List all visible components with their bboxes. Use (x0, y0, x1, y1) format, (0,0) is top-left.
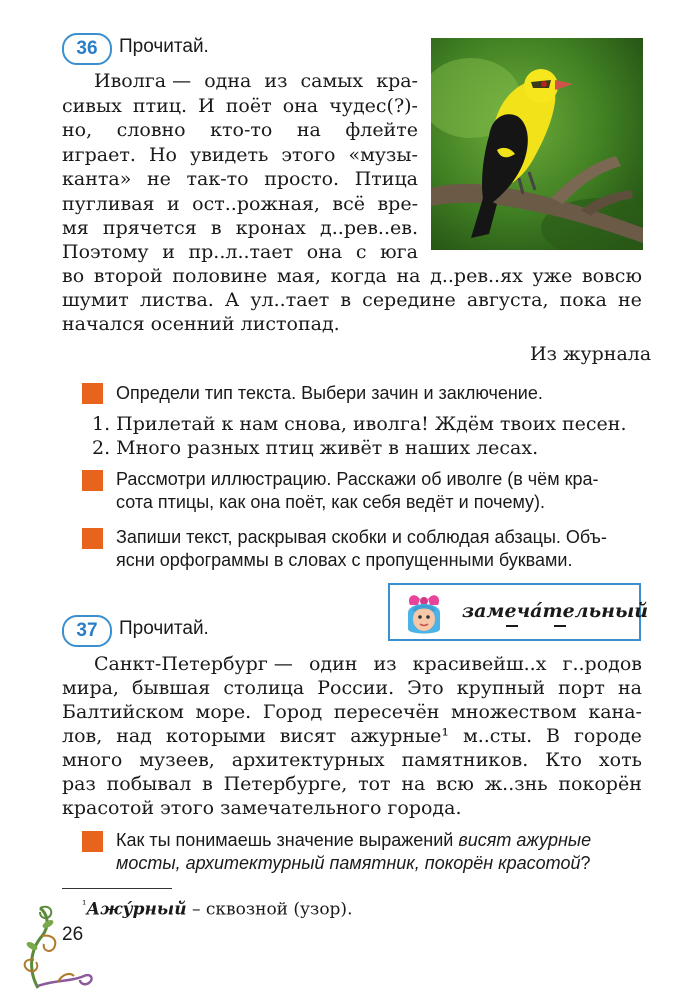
option-line: 1. Прилетай к нам снова, иволга! Ждём твоих песен. (92, 413, 627, 435)
text-line: Поэтому и пр..л..тает она с юга (62, 241, 418, 263)
text-line: лов, над которыми висят ажурные¹ м..сты. В городе (62, 725, 642, 747)
text-line: но, словно кто-то на флейте (62, 119, 418, 141)
text-line: шумит листва. А ул..тает в середине августа, пока не (62, 289, 642, 311)
girl-mascot-icon (400, 589, 448, 637)
text-line: начался осенний листопад. (62, 313, 340, 335)
text-line: канта» не так-то просто. Птица (62, 168, 418, 190)
task-text: Запиши текст, раскрывая скобки и соблюдая абзацы. Объ- (116, 527, 607, 547)
task-number-badge: 36 (62, 33, 112, 65)
footnote: $^{^1}$Ажу́рный – сквозной (узор). (82, 898, 353, 920)
text-line: много музеев, архитектурных памятников. Кто хоть (62, 749, 642, 771)
text-line: Санкт-Петербург — один из красивейш..х г..родов (94, 653, 642, 675)
spelling-underline (506, 625, 518, 627)
text-line: раз побывал в Петербурге, тот на всю ж..знь покорён (62, 773, 642, 795)
task-instruction: Прочитай. (119, 36, 209, 57)
text-line: мя прячется в кронах д..рев..ев. (62, 217, 418, 239)
text-line: сивых птиц. И поёт она чудес(?)- (62, 95, 418, 117)
task-text: сота птицы, как она поёт, как себя ведёт и почему). (116, 492, 546, 512)
text-line: играет. Но увидеть этого «музы- (62, 144, 418, 166)
task-text: Рассмотри иллюстрацию. Расскажи об иволге (в чём кра- (116, 469, 599, 489)
text-line: Иволга — одна из самых кра- (94, 70, 418, 92)
text-line: Балтийском море. Город пересечён множеством кана- (62, 701, 642, 723)
task-bullet-icon (82, 831, 103, 852)
task-number-badge: 37 (62, 615, 112, 647)
text-line: красотой этого замечательного города. (62, 797, 462, 819)
text-line: мира, бывшая столица России. Это крупный порт на (62, 677, 642, 699)
task-question: Как ты понимаешь значение выражений висят ажурные (116, 830, 592, 850)
vocabulary-word-box (388, 583, 649, 641)
task-bullet-icon (82, 470, 103, 491)
task-text: ясни орфограммы в словах с пропущенными буквами. (116, 550, 573, 570)
vocabulary-word: замеча́тельный (462, 600, 649, 622)
oriole-photo (431, 38, 643, 250)
text-line: пугливая и ост..рожная, всё вре- (62, 193, 418, 215)
text-line: во второй половине мая, когда на д..рев..ях уже вовсю (62, 265, 642, 287)
task-text: Определи тип текста. Выбери зачин и заключение. (116, 383, 543, 403)
floral-ornament-icon (18, 900, 98, 990)
spelling-underline (554, 625, 566, 627)
task-bullet-icon (82, 383, 103, 404)
source-attribution: Из журнала (530, 343, 652, 365)
footnote-divider (62, 888, 172, 889)
task-bullet-icon (82, 528, 103, 549)
option-line: 2. Много разных птиц живёт в наших лесах. (92, 437, 539, 459)
page-number: 26 (62, 924, 84, 945)
task-instruction: Прочитай. (119, 618, 209, 639)
task-question: мосты, архитектурный памятник, покорён красотой? (116, 853, 591, 873)
